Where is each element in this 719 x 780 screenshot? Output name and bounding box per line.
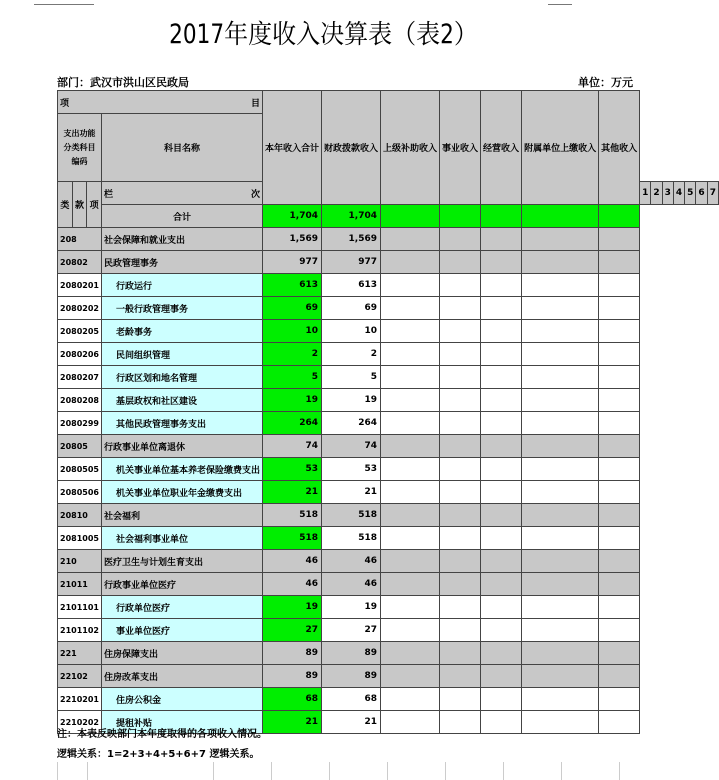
table-row xyxy=(58,343,719,366)
row-c4 xyxy=(440,274,481,297)
row-c1: 46 xyxy=(262,573,321,596)
row-c2: 19 xyxy=(322,389,381,412)
row-c4 xyxy=(440,527,481,550)
row-c3 xyxy=(381,412,440,435)
col-header-5: 经营收入 xyxy=(481,91,522,205)
income-table xyxy=(57,90,719,734)
row-c6 xyxy=(522,228,599,251)
row-name: 一般行政管理事务 xyxy=(101,297,262,320)
row-c5 xyxy=(481,320,522,343)
row-c1: 68 xyxy=(262,688,321,711)
row-c5 xyxy=(481,343,522,366)
row-code: 22102 xyxy=(58,665,102,688)
row-c2: 613 xyxy=(322,274,381,297)
row-name: 社会福利事业单位 xyxy=(101,527,262,550)
row-c2: 89 xyxy=(322,665,381,688)
row-c7 xyxy=(599,320,640,343)
row-c3 xyxy=(381,251,440,274)
row-c3 xyxy=(381,366,440,389)
row-c5 xyxy=(481,412,522,435)
row-code: 2080205 xyxy=(58,320,102,343)
table-row xyxy=(58,550,719,573)
col-header-4: 事业收入 xyxy=(440,91,481,205)
total-c2: 1,704 xyxy=(322,205,381,228)
row-c3 xyxy=(381,228,440,251)
name-header: 科目名称 xyxy=(101,114,262,182)
col-number-1: 1 xyxy=(640,182,651,205)
lan-ci-header xyxy=(101,182,262,205)
row-name: 提租补贴 xyxy=(101,711,262,734)
table-row xyxy=(58,688,719,711)
row-c1: 613 xyxy=(262,274,321,297)
row-c6 xyxy=(522,527,599,550)
col-number-3: 3 xyxy=(662,182,673,205)
table-row xyxy=(58,251,719,274)
row-c2: 5 xyxy=(322,366,381,389)
row-c3 xyxy=(381,642,440,665)
row-code: 210 xyxy=(58,550,102,573)
page-corner-mark xyxy=(34,0,94,5)
row-c1: 21 xyxy=(262,481,321,504)
row-code: 2101102 xyxy=(58,619,102,642)
col-header-2: 财政拨款收入 xyxy=(322,91,381,205)
row-c2: 89 xyxy=(322,642,381,665)
row-name: 住房保障支出 xyxy=(101,642,262,665)
row-c7 xyxy=(599,458,640,481)
row-c5 xyxy=(481,619,522,642)
row-code: 2080207 xyxy=(58,366,102,389)
row-c4 xyxy=(440,619,481,642)
row-c7 xyxy=(599,504,640,527)
row-c3 xyxy=(381,596,440,619)
row-c7 xyxy=(599,711,640,734)
row-c1: 10 xyxy=(262,320,321,343)
table-row xyxy=(58,504,719,527)
row-name: 社会福利 xyxy=(101,504,262,527)
row-name: 行政单位医疗 xyxy=(101,596,262,619)
department-label: 部门：武汉市洪山区民政局 xyxy=(57,76,189,89)
row-c6 xyxy=(522,366,599,389)
row-c2: 46 xyxy=(322,573,381,596)
row-c6 xyxy=(522,274,599,297)
row-c1: 19 xyxy=(262,389,321,412)
note-line-1: 注：本表反映部门本年度取得的各项收入情况。 xyxy=(57,729,267,740)
row-c2: 68 xyxy=(322,688,381,711)
col-number-2: 2 xyxy=(651,182,662,205)
table-row xyxy=(58,389,719,412)
row-c7 xyxy=(599,297,640,320)
row-c1: 19 xyxy=(262,596,321,619)
row-name: 机关事业单位基本养老保险缴费支出 xyxy=(101,458,262,481)
row-c1: 977 xyxy=(262,251,321,274)
row-c6 xyxy=(522,481,599,504)
row-code: 2080208 xyxy=(58,389,102,412)
total-label: 合计 xyxy=(101,205,262,228)
row-c6 xyxy=(522,550,599,573)
row-c5 xyxy=(481,458,522,481)
row-c5 xyxy=(481,527,522,550)
row-c1: 518 xyxy=(262,504,321,527)
row-c3 xyxy=(381,504,440,527)
row-c1: 46 xyxy=(262,550,321,573)
row-c1: 27 xyxy=(262,619,321,642)
row-c5 xyxy=(481,711,522,734)
row-code: 208 xyxy=(58,228,102,251)
footer-gridlines xyxy=(57,762,621,780)
row-c3 xyxy=(381,550,440,573)
row-c6 xyxy=(522,412,599,435)
row-c5 xyxy=(481,435,522,458)
row-c6 xyxy=(522,389,599,412)
row-c5 xyxy=(481,297,522,320)
total-c6 xyxy=(522,205,599,228)
header-xiang: 项 xyxy=(60,98,70,109)
row-name: 机关事业单位职业年金缴费支出 xyxy=(101,481,262,504)
row-c5 xyxy=(481,389,522,412)
row-c1: 74 xyxy=(262,435,321,458)
row-c3 xyxy=(381,274,440,297)
row-code: 2080202 xyxy=(58,297,102,320)
note-line-2: 逻辑关系：1=2+3+4+5+6+7 逻辑关系。 xyxy=(57,749,260,760)
row-c5 xyxy=(481,688,522,711)
row-c4 xyxy=(440,458,481,481)
total-c3 xyxy=(381,205,440,228)
row-name: 行政运行 xyxy=(101,274,262,297)
row-name: 民政管理事务 xyxy=(101,251,262,274)
row-c7 xyxy=(599,527,640,550)
row-c5 xyxy=(481,274,522,297)
row-c4 xyxy=(440,573,481,596)
row-c2: 1,569 xyxy=(322,228,381,251)
row-name: 行政事业单位医疗 xyxy=(101,573,262,596)
row-name: 事业单位医疗 xyxy=(101,619,262,642)
table-row xyxy=(58,435,719,458)
report-title: 2017年度收入决算表（表2） xyxy=(169,18,478,50)
table-row xyxy=(58,458,719,481)
row-c1: 89 xyxy=(262,642,321,665)
table-body xyxy=(58,91,719,734)
row-code: 2210201 xyxy=(58,688,102,711)
row-c2: 21 xyxy=(322,481,381,504)
table-row xyxy=(58,665,719,688)
row-c4 xyxy=(440,366,481,389)
total-c4 xyxy=(440,205,481,228)
row-c2: 19 xyxy=(322,596,381,619)
table-row xyxy=(58,412,719,435)
table-row xyxy=(58,297,719,320)
table-row xyxy=(58,274,719,297)
row-c1: 89 xyxy=(262,665,321,688)
total-c5 xyxy=(481,205,522,228)
row-c3 xyxy=(381,688,440,711)
row-c5 xyxy=(481,550,522,573)
table-row xyxy=(58,527,719,550)
row-c4 xyxy=(440,435,481,458)
row-c6 xyxy=(522,642,599,665)
row-c7 xyxy=(599,343,640,366)
row-c6 xyxy=(522,711,599,734)
col-number-7: 7 xyxy=(707,182,718,205)
row-name: 老龄事务 xyxy=(101,320,262,343)
row-c7 xyxy=(599,228,640,251)
table-row xyxy=(58,481,719,504)
row-c3 xyxy=(381,481,440,504)
row-c7 xyxy=(599,665,640,688)
row-c3 xyxy=(381,573,440,596)
row-c6 xyxy=(522,251,599,274)
header-xiang-mu xyxy=(58,91,263,114)
row-c1: 53 xyxy=(262,458,321,481)
row-c6 xyxy=(522,320,599,343)
unit-label: 单位：万元 xyxy=(578,76,633,89)
table-row xyxy=(58,642,719,665)
row-c1: 69 xyxy=(262,297,321,320)
col-header-3: 上级补助收入 xyxy=(381,91,440,205)
row-c2: 21 xyxy=(322,711,381,734)
row-c1: 5 xyxy=(262,366,321,389)
row-c3 xyxy=(381,619,440,642)
row-name: 民间组织管理 xyxy=(101,343,262,366)
row-c7 xyxy=(599,366,640,389)
row-c2: 27 xyxy=(322,619,381,642)
row-name: 基层政权和社区建设 xyxy=(101,389,262,412)
row-c6 xyxy=(522,297,599,320)
row-c4 xyxy=(440,389,481,412)
row-c5 xyxy=(481,504,522,527)
row-c3 xyxy=(381,343,440,366)
row-c3 xyxy=(381,527,440,550)
row-c5 xyxy=(481,481,522,504)
row-c3 xyxy=(381,458,440,481)
row-code: 2080299 xyxy=(58,412,102,435)
row-c4 xyxy=(440,550,481,573)
row-code: 21011 xyxy=(58,573,102,596)
row-c3 xyxy=(381,389,440,412)
row-code: 20802 xyxy=(58,251,102,274)
page-corner-mark xyxy=(548,0,572,5)
row-c5 xyxy=(481,642,522,665)
col-header-7: 其他收入 xyxy=(599,91,640,205)
row-c2: 264 xyxy=(322,412,381,435)
row-c7 xyxy=(599,642,640,665)
row-c5 xyxy=(481,596,522,619)
row-c1: 21 xyxy=(262,711,321,734)
row-c2: 46 xyxy=(322,550,381,573)
xiang-header: 项 xyxy=(87,182,102,228)
row-c4 xyxy=(440,297,481,320)
row-c7 xyxy=(599,481,640,504)
row-c1: 2 xyxy=(262,343,321,366)
row-c2: 518 xyxy=(322,504,381,527)
table-row xyxy=(58,228,719,251)
row-c6 xyxy=(522,504,599,527)
row-c2: 2 xyxy=(322,343,381,366)
row-code: 2210202 xyxy=(58,711,102,734)
table-row xyxy=(58,320,719,343)
row-code: 221 xyxy=(58,642,102,665)
row-c5 xyxy=(481,665,522,688)
row-code: 2080201 xyxy=(58,274,102,297)
row-code: 2080505 xyxy=(58,458,102,481)
row-name: 住房公积金 xyxy=(101,688,262,711)
row-code: 2081005 xyxy=(58,527,102,550)
table-row xyxy=(58,366,719,389)
row-c7 xyxy=(599,688,640,711)
total-c1: 1,704 xyxy=(262,205,321,228)
row-code: 2101101 xyxy=(58,596,102,619)
row-c6 xyxy=(522,458,599,481)
row-c2: 53 xyxy=(322,458,381,481)
col-number-6: 6 xyxy=(696,182,707,205)
row-c3 xyxy=(381,665,440,688)
row-c1: 518 xyxy=(262,527,321,550)
row-c6 xyxy=(522,435,599,458)
row-c4 xyxy=(440,504,481,527)
col-header-6: 附属单位上缴收入 xyxy=(522,91,599,205)
row-c6 xyxy=(522,596,599,619)
col-number-4: 4 xyxy=(673,182,684,205)
kuan-header: 款 xyxy=(72,182,87,228)
row-c3 xyxy=(381,297,440,320)
row-c7 xyxy=(599,251,640,274)
row-c6 xyxy=(522,573,599,596)
row-c3 xyxy=(381,435,440,458)
row-c4 xyxy=(440,642,481,665)
row-name: 行政区划和地名管理 xyxy=(101,366,262,389)
col-number-5: 5 xyxy=(685,182,696,205)
row-c7 xyxy=(599,435,640,458)
row-c3 xyxy=(381,711,440,734)
row-c1: 1,569 xyxy=(262,228,321,251)
row-c7 xyxy=(599,573,640,596)
row-c1: 264 xyxy=(262,412,321,435)
row-c5 xyxy=(481,573,522,596)
row-c4 xyxy=(440,665,481,688)
lan-label: 栏 xyxy=(103,189,113,200)
table-row xyxy=(58,573,719,596)
row-c7 xyxy=(599,274,640,297)
row-c5 xyxy=(481,228,522,251)
row-code: 2080206 xyxy=(58,343,102,366)
row-c6 xyxy=(522,619,599,642)
row-name: 行政事业单位离退休 xyxy=(101,435,262,458)
row-c6 xyxy=(522,688,599,711)
row-c4 xyxy=(440,320,481,343)
row-c2: 518 xyxy=(322,527,381,550)
total-c7 xyxy=(599,205,640,228)
row-c2: 977 xyxy=(322,251,381,274)
row-c7 xyxy=(599,389,640,412)
row-c4 xyxy=(440,343,481,366)
row-name: 住房改革支出 xyxy=(101,665,262,688)
row-c4 xyxy=(440,481,481,504)
row-c7 xyxy=(599,550,640,573)
col-header-1: 本年收入合计 xyxy=(262,91,321,205)
row-name: 医疗卫生与计划生育支出 xyxy=(101,550,262,573)
row-c7 xyxy=(599,619,640,642)
table-row xyxy=(58,619,719,642)
row-code: 2080506 xyxy=(58,481,102,504)
row-c6 xyxy=(522,343,599,366)
row-c5 xyxy=(481,251,522,274)
row-c2: 74 xyxy=(322,435,381,458)
header-mu: 目 xyxy=(250,98,260,109)
row-c4 xyxy=(440,711,481,734)
row-c4 xyxy=(440,251,481,274)
row-name: 社会保障和就业支出 xyxy=(101,228,262,251)
row-c3 xyxy=(381,320,440,343)
row-c4 xyxy=(440,688,481,711)
row-c7 xyxy=(599,412,640,435)
row-name: 其他民政管理事务支出 xyxy=(101,412,262,435)
row-c4 xyxy=(440,228,481,251)
ci-label: 次 xyxy=(250,189,260,200)
lei-header: 类 xyxy=(58,182,73,228)
row-c5 xyxy=(481,366,522,389)
row-c6 xyxy=(522,665,599,688)
row-c4 xyxy=(440,412,481,435)
row-c4 xyxy=(440,596,481,619)
table-row xyxy=(58,596,719,619)
row-code: 20810 xyxy=(58,504,102,527)
code-header: 支出功能分类科目编码 xyxy=(58,114,102,182)
row-c2: 69 xyxy=(322,297,381,320)
row-c2: 10 xyxy=(322,320,381,343)
row-c7 xyxy=(599,596,640,619)
row-code: 20805 xyxy=(58,435,102,458)
